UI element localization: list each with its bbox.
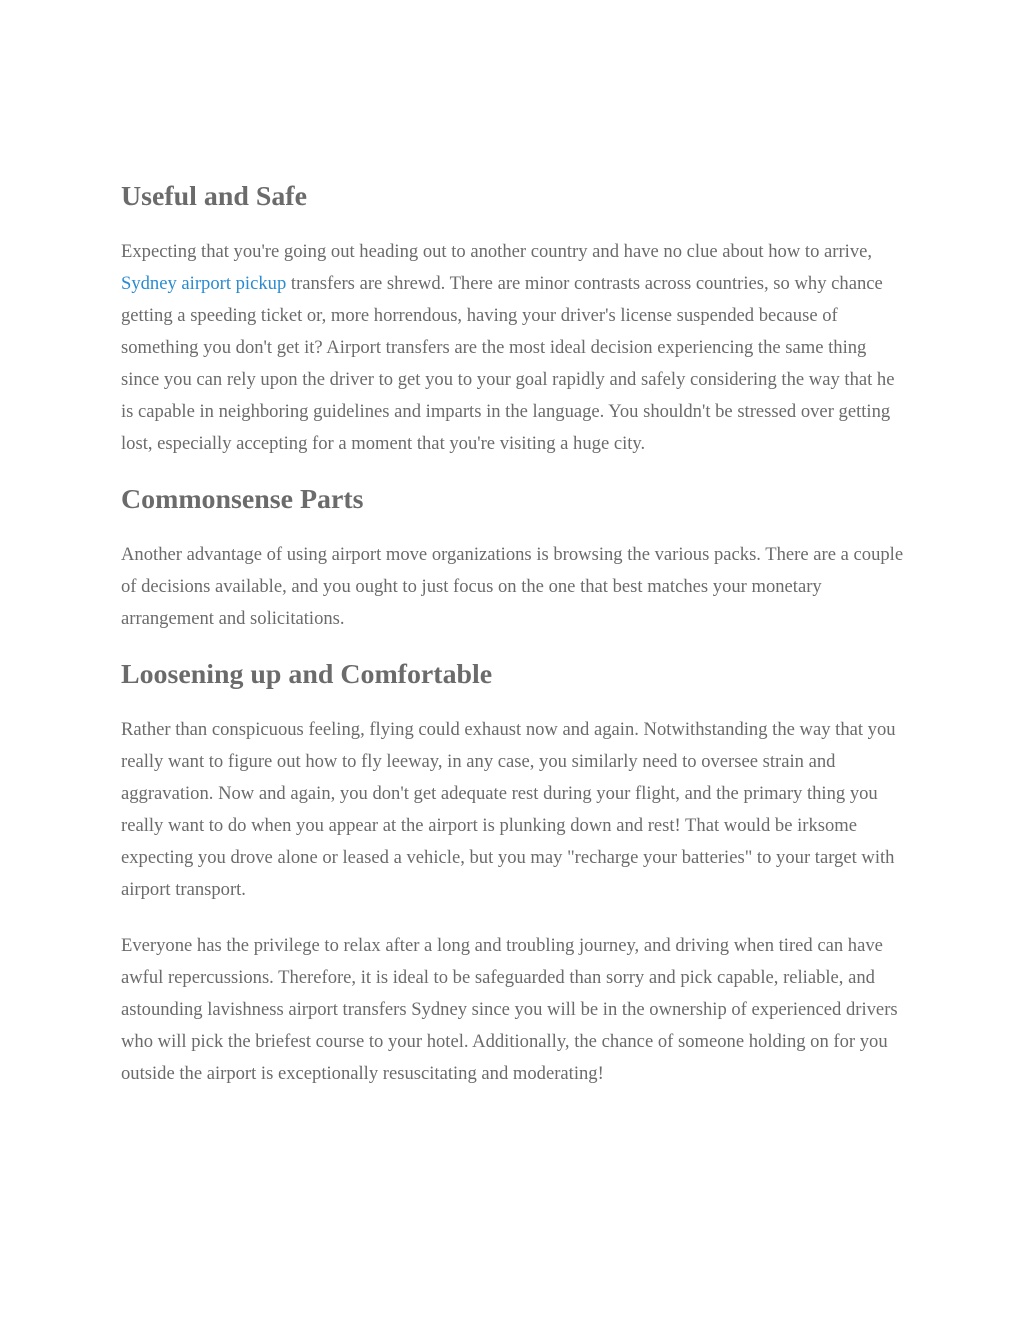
section-heading-useful-and-safe: Useful and Safe	[121, 181, 307, 212]
section-paragraph: Another advantage of using airport move organizations is browsing the various packs. There are a couple of decisions available, and you ought to just focus on the one that best matches your monetary arrangement and solicitations.	[121, 544, 904, 629]
section-heading-commonsense-parts: Commonsense Parts	[121, 484, 364, 515]
section-heading-loosening-up: Loosening up and Comfortable	[121, 659, 493, 690]
section-paragraph: Rather than conspicuous feeling, flying could exhaust now and again. Notwithstanding the way that you really want to figure out how to fly leeway, in any case, you similarly need to oversee strain and aggravation. Now and again, you don't get adequate rest during your flight, and the primary thing you really want to do when you appear at the airport is plunking down and rest! That would be irksome expecting you drove alone or leased a vehicle, but you may "recharge your batteries" to your target with airport transport.	[121, 719, 896, 900]
section-paragraph	[121, 236, 906, 460]
document-body	[121, 181, 906, 1090]
section-paragraph: Everyone has the privilege to relax after a long and troubling journey, and driving when tired can have awful repercussions. Therefore, it is ideal to be safeguarded than sorry and pick capable, reliable, and astounding lavishness airport transfers Sydney since you will be in the ownership of experienced drivers who will pick the briefest course to your hotel. Additionally, the chance of someone holding on for you outside the airport is exceptionally resuscitating and moderating!	[121, 935, 898, 1084]
sydney-airport-pickup-link[interactable]: Sydney airport pickup	[121, 273, 287, 294]
paragraph-text: Expecting that you're going out heading out to another country and have no clue about how to arrive,	[121, 241, 873, 262]
paragraph-text: transfers are shrewd. There are minor contrasts across countries, so why chance getting a speeding ticket or, more horrendous, having your driver's license suspended because of something you don't get it? Airport transfers are the most ideal decision experiencing the same thing since you can rely upon the driver to get you to your goal rapidly and safely considering the way that he is capable in neighboring guidelines and imparts in the language. You shouldn't be stressed over getting lost, especially accepting for a moment that you're visiting a huge city.	[121, 273, 895, 454]
